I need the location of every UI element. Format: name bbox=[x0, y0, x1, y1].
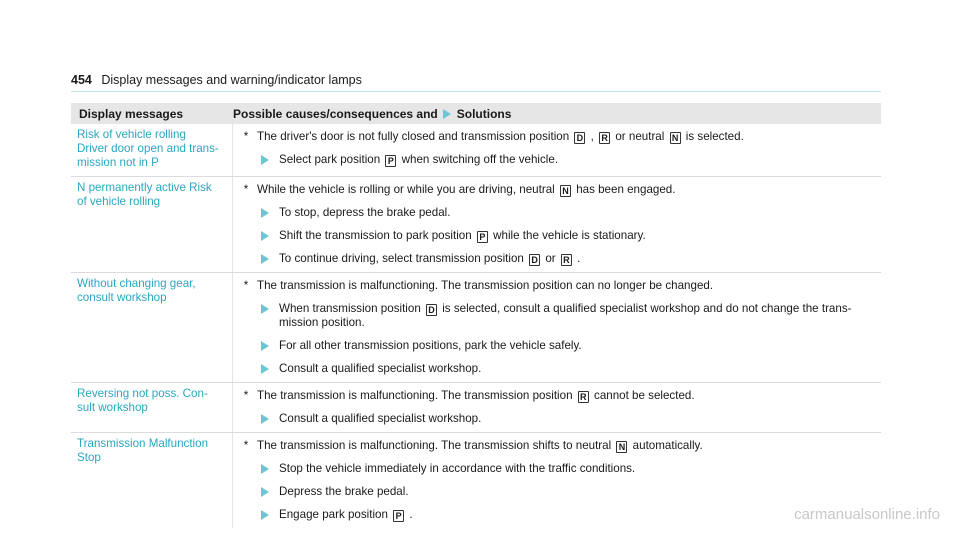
solution-step bbox=[239, 252, 881, 266]
play-arrow-icon bbox=[261, 254, 269, 264]
text-segment: . bbox=[409, 508, 413, 521]
table-row bbox=[71, 383, 881, 433]
solution-step bbox=[239, 229, 881, 243]
play-arrow-icon bbox=[261, 155, 269, 165]
gear-position-icon: P bbox=[477, 231, 488, 243]
table-row bbox=[71, 433, 881, 528]
gear-position-icon: N bbox=[560, 185, 571, 197]
solution-step bbox=[239, 362, 881, 376]
text-segment: When transmission position bbox=[279, 302, 421, 315]
display-message-line: Reversing not poss. Con- bbox=[77, 387, 208, 400]
solution-text bbox=[279, 412, 481, 426]
solution-text bbox=[279, 252, 580, 266]
page-number: 454 bbox=[71, 73, 92, 87]
display-message-line: Stop bbox=[77, 451, 101, 464]
solution-text bbox=[279, 302, 851, 330]
table-row bbox=[71, 273, 881, 383]
cause-text bbox=[239, 389, 881, 403]
cause-text bbox=[239, 183, 881, 197]
text-segment: mission position. bbox=[279, 316, 365, 329]
page-header bbox=[71, 73, 362, 87]
text-segment: has been engaged. bbox=[576, 183, 676, 196]
display-message-line: consult workshop bbox=[77, 291, 167, 304]
display-message-line: Risk of vehicle rolling bbox=[77, 128, 186, 141]
gear-position-icon: D bbox=[529, 254, 540, 266]
bullet-asterisk: * bbox=[243, 439, 249, 452]
display-message bbox=[71, 273, 233, 382]
table-header bbox=[71, 103, 881, 124]
solution-step bbox=[239, 462, 881, 476]
text-segment: To continue driving, select transmission position bbox=[279, 252, 524, 265]
solution-text bbox=[279, 339, 582, 353]
text-segment: Stop the vehicle immediately in accordance with the traffic conditions. bbox=[279, 462, 636, 475]
display-message-line: sult workshop bbox=[77, 401, 148, 414]
cause-content bbox=[257, 439, 703, 453]
text-segment: is selected. bbox=[685, 130, 744, 143]
bullet-asterisk: * bbox=[243, 279, 249, 292]
play-arrow-icon bbox=[261, 341, 269, 351]
play-arrow-icon bbox=[261, 464, 269, 474]
gear-position-icon: P bbox=[385, 155, 396, 167]
text-segment: when switching off the vehicle. bbox=[401, 153, 559, 166]
play-arrow-icon bbox=[443, 109, 451, 119]
text-segment: , bbox=[590, 130, 594, 143]
bullet-asterisk: * bbox=[243, 130, 249, 143]
solution-text bbox=[279, 153, 558, 167]
display-message bbox=[71, 383, 233, 432]
table-row bbox=[71, 124, 881, 177]
solution-text bbox=[279, 229, 646, 243]
gear-position-icon: N bbox=[670, 132, 681, 144]
solution-step bbox=[239, 485, 881, 499]
display-message bbox=[71, 124, 233, 176]
display-message-line: Without changing gear, bbox=[77, 277, 196, 290]
solution-text bbox=[279, 485, 409, 499]
gear-position-icon: D bbox=[574, 132, 585, 144]
text-segment: The driver's door is not fully closed and transmission position bbox=[257, 130, 570, 143]
causes-solutions-cell bbox=[233, 433, 881, 528]
text-segment: The transmission is malfunctioning. The transmission shifts to neutral bbox=[257, 439, 612, 452]
text-segment: while the vehicle is stationary. bbox=[493, 229, 646, 242]
solution-text bbox=[279, 206, 450, 220]
text-segment: or bbox=[545, 252, 556, 265]
display-message-line: Driver door open and trans- bbox=[77, 142, 219, 155]
cause-content bbox=[257, 130, 744, 144]
table-body bbox=[71, 124, 881, 528]
display-message-line: Transmission Malfunction bbox=[77, 437, 209, 450]
col-header-causes-solutions bbox=[233, 107, 511, 121]
solution-step bbox=[239, 206, 881, 220]
watermark: carmanualsonline.info bbox=[794, 506, 940, 523]
bullet-asterisk: * bbox=[243, 183, 249, 196]
text-segment: For all other transmission positions, park the vehicle safely. bbox=[279, 339, 582, 352]
text-segment: Consult a qualified specialist workshop. bbox=[279, 412, 482, 425]
text-segment: Consult a qualified specialist workshop. bbox=[279, 362, 482, 375]
gear-position-icon: R bbox=[599, 132, 610, 144]
messages-table bbox=[71, 103, 881, 528]
causes-solutions-cell bbox=[233, 124, 881, 176]
solution-step bbox=[239, 302, 881, 330]
play-arrow-icon bbox=[261, 510, 269, 520]
text-segment: is selected, consult a qualified specialist workshop and do not change the trans- bbox=[442, 302, 852, 315]
table-row bbox=[71, 177, 881, 273]
solution-step bbox=[239, 153, 881, 167]
header-divider bbox=[71, 91, 881, 92]
display-message-line: of vehicle rolling bbox=[77, 195, 161, 208]
text-segment: . bbox=[577, 252, 581, 265]
solution-text bbox=[279, 462, 635, 476]
display-message-line: N permanently active Risk bbox=[77, 181, 212, 194]
display-message bbox=[71, 433, 233, 528]
bullet-asterisk: * bbox=[243, 389, 249, 402]
solution-step bbox=[239, 339, 881, 353]
cause-content bbox=[257, 183, 675, 197]
text-segment: Depress the brake pedal. bbox=[279, 485, 409, 498]
text-segment: Shift the transmission to park position bbox=[279, 229, 472, 242]
play-arrow-icon bbox=[261, 364, 269, 374]
cause-text bbox=[239, 130, 881, 144]
col-header-causes: Possible causes/consequences and bbox=[233, 106, 438, 121]
text-segment: The transmission is malfunctioning. The transmission position bbox=[257, 389, 573, 402]
play-arrow-icon bbox=[261, 231, 269, 241]
gear-position-icon: D bbox=[426, 304, 437, 316]
solution-step bbox=[239, 412, 881, 426]
text-segment: or neutral bbox=[615, 130, 665, 143]
cause-text bbox=[239, 439, 881, 453]
text-segment: Select park position bbox=[279, 153, 381, 166]
cause-content bbox=[257, 279, 713, 293]
causes-solutions-cell bbox=[233, 177, 881, 272]
play-arrow-icon bbox=[261, 208, 269, 218]
solution-text bbox=[279, 362, 481, 376]
text-segment: automatically. bbox=[632, 439, 703, 452]
display-message-line: mission not in P bbox=[77, 156, 159, 169]
solution-text bbox=[279, 508, 413, 522]
gear-position-icon: R bbox=[561, 254, 572, 266]
causes-solutions-cell bbox=[233, 273, 881, 382]
gear-position-icon: P bbox=[393, 510, 404, 522]
cause-text bbox=[239, 279, 881, 293]
solution-step bbox=[239, 508, 881, 522]
play-arrow-icon bbox=[261, 414, 269, 424]
text-segment: To stop, depress the brake pedal. bbox=[279, 206, 451, 219]
col-header-solutions: Solutions bbox=[456, 106, 512, 121]
gear-position-icon: R bbox=[578, 391, 589, 403]
col-header-display-messages: Display messages bbox=[79, 106, 184, 121]
text-segment: Engage park position bbox=[279, 508, 388, 521]
text-segment: The transmission is malfunctioning. The transmission position can no longer be changed. bbox=[257, 279, 714, 292]
cause-content bbox=[257, 389, 695, 403]
page-header-title: Display messages and warning/indicator lamps bbox=[101, 73, 362, 87]
gear-position-icon: N bbox=[616, 441, 627, 453]
display-message bbox=[71, 177, 233, 272]
causes-solutions-cell bbox=[233, 383, 881, 432]
play-arrow-icon bbox=[261, 304, 269, 314]
play-arrow-icon bbox=[261, 487, 269, 497]
text-segment: While the vehicle is rolling or while you are driving, neutral bbox=[257, 183, 555, 196]
text-segment: cannot be selected. bbox=[594, 389, 695, 402]
